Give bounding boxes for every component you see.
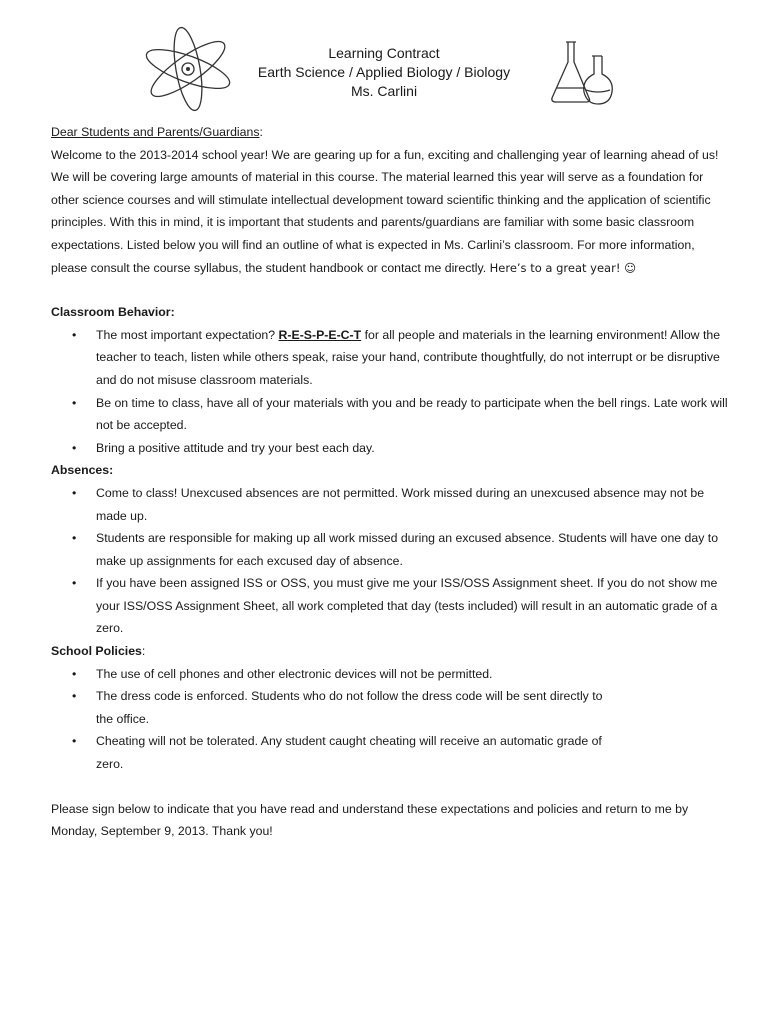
closing-paragraph: Please sign below to indicate that you have read and understand these expectations and policies and return to me by Monday, September 9, 2013. Thank you! bbox=[51, 801, 689, 839]
course-subtitle: Earth Science / Applied Biology / Biology bbox=[257, 64, 511, 80]
intro-text: Welcome to the 2013-2014 school year! We are gearing up for a fun, exciting and challenging year of learning ahead of us! We will be covering large amounts of material in this course. The material learned this year will serve as a foundation for other science courses and will stimulate intellectual development toward scientific thinking and the application of scientific principles. With this in mind, it is important that students and parents/guardians are familiar with some basic classroom expectations. Listed below you will find an outline of what is expected in Ms. Carlini’s classroom. For more information, please consult the course syllabus, the student handbook or contact me directly. bbox=[51, 147, 719, 275]
flasks-icon bbox=[546, 36, 618, 108]
respect-prefix: The most important expectation? bbox=[96, 327, 276, 342]
policies-heading-colon: : bbox=[141, 644, 146, 659]
document-header bbox=[0, 44, 768, 101]
teacher-name: Ms. Carlini bbox=[350, 83, 418, 99]
list-item: • Come to class! Unexcused absences are not permitted. Work missed during an unexcused absence may not be made up. bbox=[51, 482, 731, 527]
behavior-heading: Classroom Behavior: bbox=[51, 305, 175, 320]
absences-heading: Absences: bbox=[51, 463, 114, 478]
list-item: • Bring a positive attitude and try your best each day. bbox=[51, 437, 731, 460]
list-item: • The dress code is enforced. Students who do not follow the dress code will be sent directly to the office. bbox=[51, 685, 731, 730]
policies-list bbox=[51, 663, 731, 776]
document-title: Learning Contract bbox=[328, 45, 440, 61]
policies-heading-line bbox=[51, 640, 731, 663]
salutation-line bbox=[51, 121, 731, 144]
absences-list bbox=[51, 482, 731, 640]
list-item: • Cheating will not be tolerated. Any student caught cheating will receive an automatic grade of zero. bbox=[51, 730, 731, 775]
respect-emphasis: R-E-S-P-E-C-T bbox=[278, 327, 362, 342]
intro-paragraph bbox=[51, 144, 731, 280]
list-item bbox=[51, 324, 731, 392]
behavior-list bbox=[51, 324, 731, 460]
letter-body bbox=[51, 121, 731, 843]
list-item: • The use of cell phones and other electronic devices will not be permitted. bbox=[51, 663, 731, 686]
salutation: Dear Students and Parents/Guardians bbox=[51, 125, 260, 139]
policies-heading: School Policies bbox=[51, 644, 142, 659]
list-item: • If you have been assigned ISS or OSS, you must give me your ISS/OSS Assignment sheet. If you do not show me your ISS/OSS Assignment Sheet, all work completed that day (tests included) will result in an automatic grade of a zero. bbox=[51, 572, 731, 640]
salutation-colon: : bbox=[259, 125, 263, 139]
list-item: • Be on time to class, have all of your materials with you and be ready to participate when the bell rings. Late work will not be accepted. bbox=[51, 392, 731, 437]
respect-rest: for all people and materials in the learning environment! Allow the teacher to teach, listen while others speak, raise your hand, contribute thoughtfully, do not interrupt or be disruptive and do not misuse classroom materials. bbox=[96, 327, 721, 387]
intro-closing: Here’s to a great year! ☺ bbox=[489, 260, 637, 275]
list-item: • Students are responsible for making up all work missed during an excused absence. Students will have one day to make up assignments for each excused day of absence. bbox=[51, 527, 731, 572]
